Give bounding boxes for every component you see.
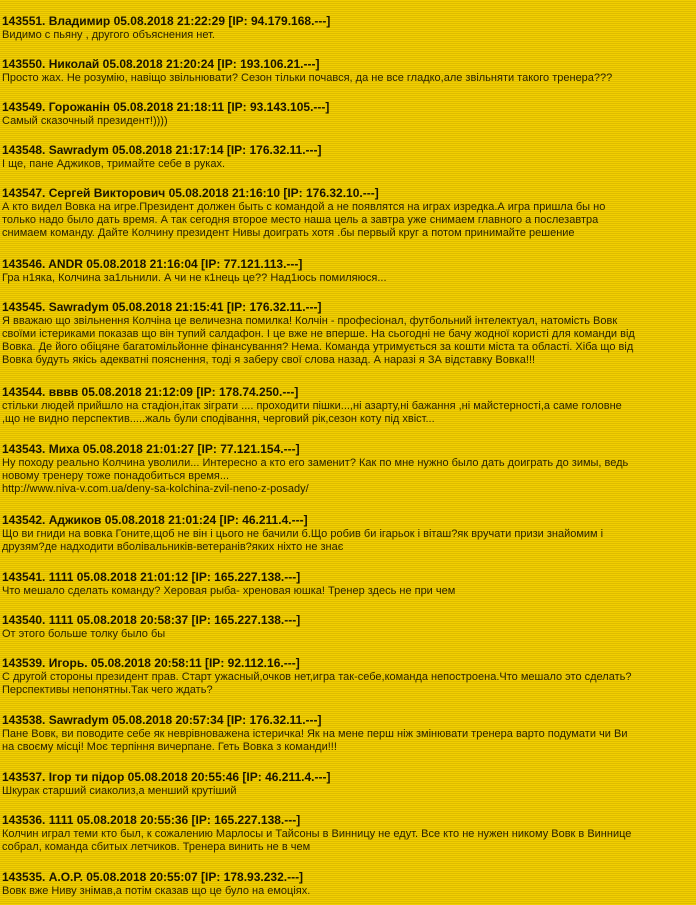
comment-item (2, 14, 692, 42)
comment-header: 143550. Николай 05.08.2018 21:20:24 [IP: 193.106.21.---] (2, 57, 320, 71)
comment-line: Самый сказочный президент!)))) (2, 115, 168, 127)
comment-item (2, 570, 692, 598)
comment-text (2, 671, 692, 697)
comment-text (2, 272, 692, 285)
comment-text (2, 457, 692, 496)
comment-item (2, 770, 692, 798)
comment-line: От этого больше толку было бы (2, 628, 166, 640)
comment-text (2, 201, 692, 240)
comment-header: 143538. Sawradym 05.08.2018 20:57:34 [IP: 176.32.11.---] (2, 713, 322, 727)
comment-line: снимаем команду. Дайте Колчину президент Нивы доиграть хотя .бы первый круг а потом принимайте решение (2, 227, 575, 239)
comment-line: Вовк вже Ниву знімав,а потім сказав що це було на емоціях. (2, 885, 311, 897)
comment-item (2, 656, 692, 697)
comment-line: только надо было дать время. А так сегодня второе место наша цель а завтра уже снимаем главного а послезавтра (2, 214, 599, 226)
comment-item (2, 613, 692, 641)
comment-item (2, 143, 692, 171)
comment-line: А кто видел Вовка на игре.Президент должен быть с командой а не появлятся на играх изредка.А игра пришла бы но (2, 201, 606, 213)
comment-line: Видимо с пьяну , другого объяснения нет. (2, 29, 215, 41)
comment-header: 143537. Ігор ти підор 05.08.2018 20:55:46 [IP: 46.211.4.---] (2, 770, 331, 784)
comment-line: Що ви гниди на вовка Гоните,щоб не він і цього не бачили б.Що робив би ігарьок і віташ?як вручати призи знайомим і (2, 528, 604, 540)
comment-text (2, 115, 692, 128)
comment-line: Пане Вовк, ви поводите себе як неврівноважена істеричка! Як на мене перш ніж змінювати тренера варто подумати чи Ви (2, 728, 628, 740)
comment-header: 143551. Владимир 05.08.2018 21:22:29 [IP: 94.179.168.---] (2, 14, 331, 28)
comment-text (2, 585, 692, 598)
comment-item (2, 713, 692, 754)
comment-text (2, 315, 692, 367)
comment-text (2, 785, 692, 798)
comment-header: 143536. 1111 05.08.2018 20:55:36 [IP: 165.227.138.---] (2, 813, 301, 827)
comment-text (2, 158, 692, 171)
comment-item (2, 100, 692, 128)
comment-header: 143545. Sawradym 05.08.2018 21:15:41 [IP: 176.32.11.---] (2, 300, 322, 314)
comment-header: 143541. 1111 05.08.2018 21:01:12 [IP: 165.227.138.---] (2, 570, 301, 584)
comment-text (2, 400, 692, 426)
comment-text (2, 728, 692, 754)
comment-line: собрал, команда сбитых летчиков. Тренера винить не в чем (2, 841, 311, 853)
comment-line: своїми істериками показав що він тупий салдафон. І це вже не вперше. На сьогодні не бачу жодної користі для команди від (2, 328, 635, 340)
comment-line: Вовка. Де його обіцяне багатомільйонне фінансування? Нема. Команда утримується за кошти міста та області. Хіба що від (2, 341, 634, 353)
comment-item (2, 257, 692, 285)
comment-item (2, 186, 692, 240)
comment-line: Колчин играл теми кто был, к сожалению Марлосы и Тайсоны в Винницу не едут. Все кто не нужен никому Вовк в Виннице (2, 828, 632, 840)
comment-item (2, 813, 692, 854)
comment-header: 143539. Игорь. 05.08.2018 20:58:11 [IP: 92.112.16.---] (2, 656, 300, 670)
comment-item (2, 385, 692, 426)
comment-line: Ну походу реально Колчина уволили... Интересно а кто его заменит? Как по мне нужно было дать доиграть до зимы, ведь (2, 457, 629, 469)
comment-line: http://www.niva-v.com.ua/deny-sa-kolchina-zvil-neno-z-posady/ (2, 483, 309, 495)
comment-header: 143543. Миха 05.08.2018 21:01:27 [IP: 77.121.154.---] (2, 442, 300, 456)
comment-line: Просто жах. Не розумію, навіщо звільнювати? Сезон тільки почався, да не все гладко,але звільняти такого тренера??? (2, 72, 613, 84)
comment-header: 143546. ANDR 05.08.2018 21:16:04 [IP: 77.121.113.---] (2, 257, 303, 271)
comment-line: Что мешало сделать команду? Херовая рыба- хреновая юшка! Тренер здесь не при чем (2, 585, 456, 597)
comment-line: стільки людей прийшло на стадіон,ітак зіграти .... проходити пішки...,ні азарту,ні бажання ,ні майстерності,а саме головне (2, 400, 622, 412)
comment-line: друзям?де надходити вболівальників-ветеранів?яких ніхто не знає (2, 541, 344, 553)
comment-item (2, 870, 692, 898)
comment-line: на своєму місці! Моє терпіння вичерпане. Геть Вовка з команди!!! (2, 741, 337, 753)
comment-header: 143549. Горожанін 05.08.2018 21:18:11 [IP: 93.143.105.---] (2, 100, 330, 114)
comment-item (2, 57, 692, 85)
comment-line: С другой стороны президент прав. Старт ужасный,очков нет,игра так-себе,команда непостроена.Что мешало это сделать? (2, 671, 632, 683)
comment-header: 143544. вввв 05.08.2018 21:12:09 [IP: 178.74.250.---] (2, 385, 299, 399)
comment-item (2, 513, 692, 554)
comment-item (2, 442, 692, 496)
comment-text (2, 72, 692, 85)
comment-header: 143542. Аджиков 05.08.2018 21:01:24 [IP: 46.211.4.---] (2, 513, 308, 527)
comment-line: Гра н1яка, Колчина за1льнили. А чи не к1нець це?? Над1юсь помиляюся... (2, 272, 387, 284)
comment-line: новому тренеру тоже понадобиться время... (2, 470, 230, 482)
comment-header: 143540. 1111 05.08.2018 20:58:37 [IP: 165.227.138.---] (2, 613, 301, 627)
comment-line: Вовка будуть якісь адекватні пояснення, тоді я заберу свої слова назад. А наразі я ЗА відставку Вовка!!! (2, 354, 536, 366)
comment-text (2, 628, 692, 641)
comment-text (2, 29, 692, 42)
comment-line: Шкурак старший сиаколиз,а менший крутіший (2, 785, 237, 797)
comment-text (2, 528, 692, 554)
comment-header: 143547. Сергей Викторович 05.08.2018 21:16:10 [IP: 176.32.10.---] (2, 186, 379, 200)
comment-header: 143548. Sawradym 05.08.2018 21:17:14 [IP: 176.32.11.---] (2, 143, 322, 157)
comment-line: І ще, пане Аджиков, тримайте себе в руках. (2, 158, 226, 170)
comment-item (2, 300, 692, 367)
comment-text (2, 885, 692, 898)
comment-line: ,що не видно перспектив.....жаль були сподівання, черговий рік,сезон коту під хвіст... (2, 413, 435, 425)
comment-line: Перспективы непонятны.Так чего ждать? (2, 684, 213, 696)
comment-line: Я вважаю що звільнення Колчіна це величезна помилка! Колчін - професіонал, футбольний інтелектуал, натомість Вовк (2, 315, 618, 327)
comment-text (2, 828, 692, 854)
comment-header: 143535. А.О.Р. 05.08.2018 20:55:07 [IP: 178.93.232.---] (2, 870, 304, 884)
